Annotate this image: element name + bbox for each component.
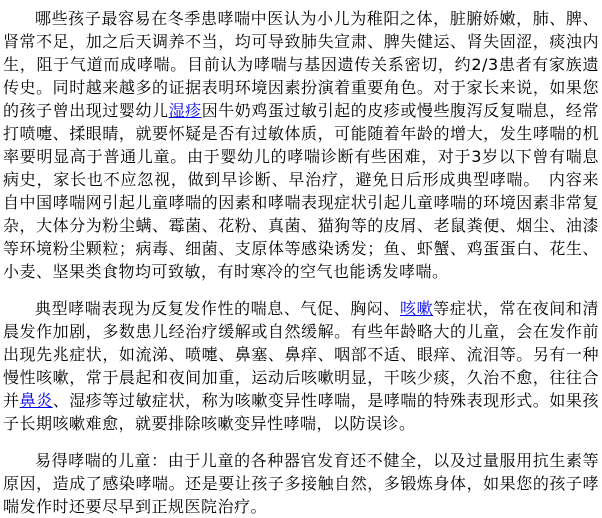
keyword-link[interactable]: 鼻炎 (19, 391, 53, 410)
keyword-link[interactable]: 湿疹 (168, 101, 202, 120)
paragraph (3, 297, 599, 435)
paragraph (3, 7, 599, 283)
paragraph-text: 、湿疹等过敏症状，称为咳嗽变异性哮喘，是哮喘的特殊表现形式。如果孩子长期咳嗽难愈，就要排除咳嗽变异性哮喘，以防误诊。 (3, 391, 599, 433)
paragraph-text: 典型哮喘表现为反复发作性的喘息、气促、胸闷、 (35, 299, 400, 318)
paragraph-text: 等症状，常在夜间和清晨发作加剧，多数患儿经治疗缓解或自然缓解。有些年龄略大的儿童，会在发作前出现先兆症状，如流涕、喷嚏、鼻塞、鼻痒、咽部不适、眼痒、流泪等。另有一种慢性咳嗽，常于晨起和夜间加重，运动后咳嗽明显，干咳少痰，久治不愈，往往合并 (3, 299, 599, 410)
keyword-link[interactable]: 咳嗽 (399, 299, 434, 318)
paragraph-text: 哪些孩子最容易在冬季患哮喘中医认为小儿为稚阳之体，脏腑娇嫩，肺、脾、肾常不足，加之后天调养不当，均可导致肺失宣肃、脾失健运、肾失固涩，痰浊内生，阻于气道而成哮喘。目前认为哮喘与基因遗传关系密切，约2/3患者有家族遗传史。同时越来越多的证据表明环境因素扮演着重要角色。对于家长来说，如果您的孩子曾出现过婴幼儿 (3, 9, 599, 120)
paragraph-text: 易得哮喘的儿童：由于儿童的各种器官发育还不健全，以及过量服用抗生素等原因，造成了感染哮喘。还是要让孩子多接触自然，多锻炼身体，如果您的孩子哮喘发作时还要尽早到正规医院治疗。 (3, 451, 599, 516)
paragraph-text: 因牛奶鸡蛋过敏引起的皮疹或慢些腹泻反复喘息，经常打喷嚏、揉眼睛，就要怀疑是否有过敏体质，可能随着年龄的增大，发生哮喘的机率要明显高于普通儿童。由于婴幼儿的哮喘诊断有些困难，对于3岁以下曾有喘息病史，家长也不应忽视，做到早诊断、早治疗，避免日后形成典型哮喘。 内容来自中国哮喘网引起儿童哮喘的因素和哮喘表现症状引起儿童哮喘的环境因素非常复杂，大体分为粉尘螨、霉菌、花粉、真菌、猫狗等的皮屑、老鼠粪便、烟尘、油漆等环境粉尘颗粒；病毒、细菌、支原体等感染诱发；鱼、虾蟹、鸡蛋蛋白、花生、小麦、坚果类食物均可致敏，有时寒冷的空气也能诱发哮喘。 (3, 101, 599, 281)
paragraph (3, 449, 599, 518)
